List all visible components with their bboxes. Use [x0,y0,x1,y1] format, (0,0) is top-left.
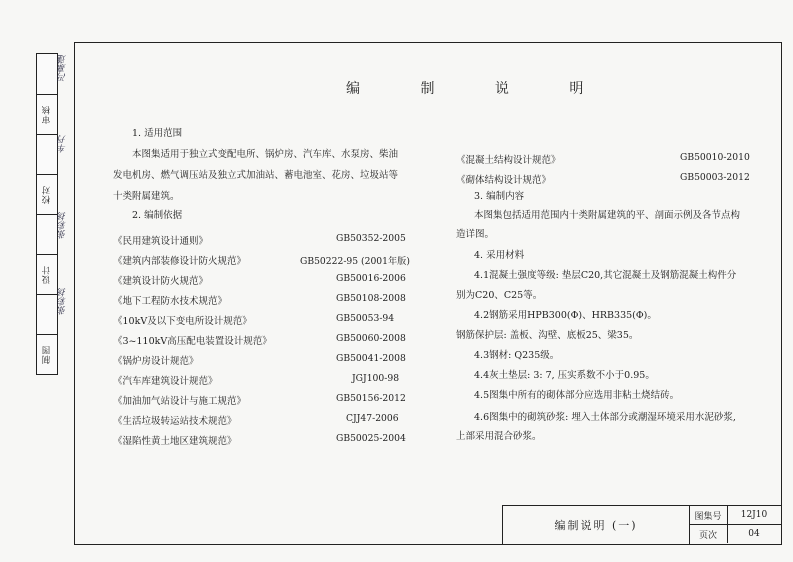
section-4-line: 4.6图集中的砌筑砂浆: 埋入土体部分或潮湿环境采用水泥砂浆, [474,412,736,423]
signature-1: 冯嘉蓬 [58,55,68,82]
standard-code: GB50156-2012 [336,393,406,404]
title-block [502,505,781,544]
standard-code: GB50041-2008 [336,353,406,364]
section-4-line: 别为C20、C25等。 [456,290,543,301]
strip-cell-draw [37,334,57,374]
section-3-line-1: 本图集包括适用范围内十类附属建筑的平、剖面示例及各节点构 [474,210,741,221]
standard-code: GB50003-2012 [680,172,750,183]
standard-name: 《生活垃圾转运站技术规范》 [113,416,237,427]
strip-label-review: 审核 [42,104,52,124]
signature-2: 车丹 [58,135,68,153]
section-3-heading: 3. 编制内容 [474,191,525,202]
standard-code: GB50025-2004 [336,433,406,444]
standard-name: 《汽车库建筑设计规范》 [113,376,218,387]
standard-name: 《混凝土结构设计规范》 [456,155,561,166]
atlas-number-value: 12J10 [727,506,781,525]
section-4-line: 4.2钢筋采用HPB300(Φ)、HRB335(Φ)。 [474,310,657,321]
page-number-value: 04 [748,529,760,539]
section-1-line-2: 发电机房、燃气调压站及独立式加油站、蓄电池室、花房、垃圾站等 [113,170,399,181]
strip-cell-designer-sign [37,214,57,255]
signature-strip [36,53,58,375]
standard-code: GB50352-2005 [336,233,406,244]
page-number-label: 页次 [689,525,728,543]
standard-name: 《加油加气站设计与施工规范》 [113,396,247,407]
standard-name: 《砌体结构设计规范》 [456,175,552,186]
strip-cell-check [37,174,57,215]
standard-code: GB50060-2008 [336,333,406,344]
standard-code: GB50053-94 [336,313,395,324]
standard-code: CJJ47-2006 [346,413,399,424]
section-4-heading: 4. 采用材料 [474,250,525,261]
section-1-line-1: 本图集适用于独立式变配电所、锅炉房、汽车库、水泵房、柴油 [132,149,399,160]
strip-cell-review [37,94,57,135]
section-1-heading: 1. 适用范围 [132,128,183,139]
section-3-line-2: 造详图。 [456,229,495,240]
standard-code: JGJ100-98 [352,373,400,384]
standard-code: GB50016-2006 [336,273,406,284]
sheet-name: 编制说明 (一) [503,506,690,544]
standard-code: GB50010-2010 [680,152,750,163]
section-4-line: 4.1混凝土强度等级: 垫层C20,其它混凝土及钢筋混凝土构件分 [474,270,737,281]
standard-name: 《民用建筑设计通则》 [113,236,209,247]
standard-name: 《地下工程防水技术规范》 [113,296,228,307]
standard-code: GB50108-2008 [336,293,406,304]
section-2-heading: 2. 编制依据 [132,210,183,221]
section-1-line-3: 十类附属建筑。 [113,191,180,202]
signature-3: 张彩扬 [58,212,68,239]
standard-code: GB50222-95 (2001年版) [300,256,410,267]
section-4-line: 钢筋保护层: 盖板、沟壁、底板25、梁35。 [456,330,639,341]
signature-4: 张彩扬 [58,288,68,315]
section-4-line: 上部采用混合砂浆。 [456,431,542,442]
atlas-number-label: 图集号 [689,506,728,525]
standard-name: 《锅炉房设计规范》 [113,356,199,367]
strip-cell-design [37,254,57,295]
strip-cell-checker-sign [37,134,57,175]
strip-label-design: 设计 [42,264,52,284]
standard-name: 《10kV及以下变电所设计规范》 [113,316,252,327]
page-title: 编 制 说 明 [346,81,612,97]
strip-cell-reviewer-sign [37,54,57,95]
standard-name: 《湿陷性黄土地区建筑规范》 [113,436,237,447]
section-4-line: 4.4灰土垫层: 3: 7, 压实系数不小于0.95。 [474,370,655,381]
section-4-line: 4.3钢材: Q235级。 [474,350,560,361]
standard-name: 《建筑设计防火规范》 [113,276,209,287]
strip-label-draw: 制图 [42,344,52,364]
strip-label-check: 校对 [42,184,52,204]
standard-name: 《建筑内部装修设计防火规范》 [113,256,247,267]
standard-name: 《3~110kV高压配电装置设计规范》 [113,336,272,347]
strip-cell-drafter-sign [37,294,57,335]
section-4-line: 4.5图集中所有的砌体部分应选用非粘土烧结砖。 [474,390,680,401]
